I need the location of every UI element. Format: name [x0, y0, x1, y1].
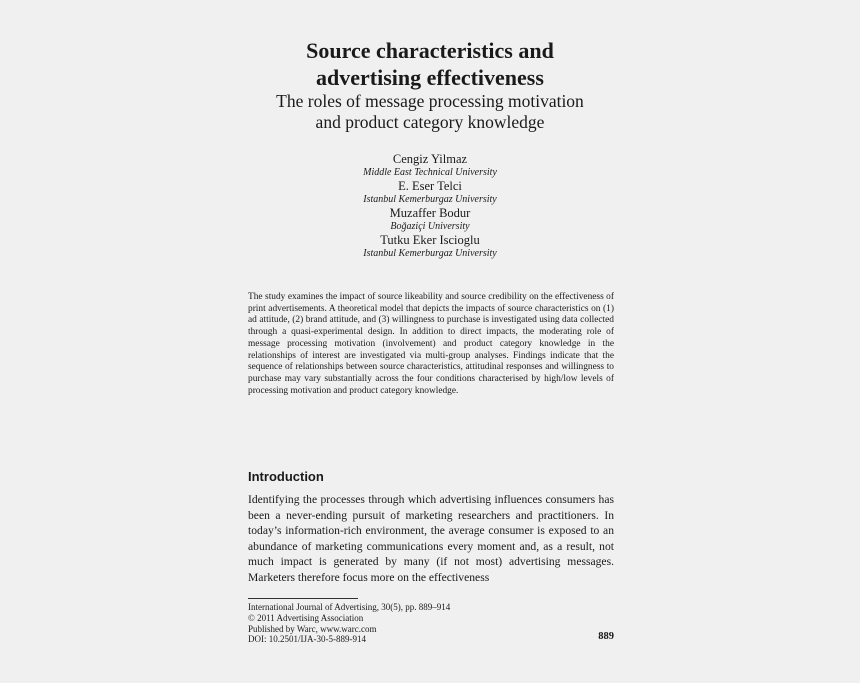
page-number: 889: [598, 631, 614, 642]
footnotes: [248, 602, 614, 645]
footnote-journal: International Journal of Advertising, 30(5), pp. 889–914: [248, 602, 451, 612]
author-list: [300, 152, 560, 260]
footnote-copyright: © 2011 Advertising Association: [248, 612, 364, 623]
paper-title: [230, 37, 630, 91]
author-affiliation: Istanbul Kemerburgaz University: [363, 194, 497, 205]
author-affiliation: Boğaziçi University: [390, 221, 470, 232]
paper-title-line-2: advertising effectiveness: [316, 65, 544, 90]
author-name: Tutku Eker Iscioglu: [380, 233, 480, 247]
paper-subtitle: [230, 91, 630, 133]
abstract: The study examines the impact of source likeability and source credibility on the effectiveness of print advertisements. A theoretical model that depicts the impacts of source characteristics on (1) ad attitude, (2) brand attitude, and (3) willingness to purchase is investigated using data collected through a quasi-experimental design. In addition to direct impacts, the moderating role of message processing motivation (involvement) and product category knowledge in the relationships of interest are investigated via multi-group analyses. Findings indicate that the sequence of relationships between source characteristics, attitudinal responses and willingness to purchase may vary substantially across the four conditions characterised by high/low levels of processing motivation and product category knowledge.: [248, 292, 614, 396]
footnote-doi: DOI: 10.2501/IJA-30-5-889-914: [248, 634, 366, 645]
author-affiliation: Istanbul Kemerburgaz University: [363, 248, 497, 259]
paper-title-line-1: Source characteristics and: [306, 38, 554, 63]
author-name: Muzaffer Bodur: [389, 206, 471, 220]
paper-subtitle-line-1: The roles of message processing motivation: [276, 91, 584, 111]
section-heading-introduction: Introduction: [248, 469, 324, 484]
author-name: Cengiz Yilmaz: [392, 152, 468, 166]
author-name: E. Eser Telci: [398, 179, 462, 193]
author-affiliation: Middle East Technical University: [363, 167, 497, 178]
paper-subtitle-line-2: and product category knowledge: [315, 112, 545, 132]
footnote-publisher: Published by Warc, www.warc.com: [248, 623, 377, 634]
introduction-body: Identifying the processes through which advertising influences consumers has been a never-ending pursuit of marketing researchers and practitioners. In today’s information-rich environment, the average consumer is exposed to an abundance of marketing communications every moment and, as a result, not much impact is generated by many (if not most) advertising messages. Marketers therefore focus more on the effectiveness: [248, 493, 614, 584]
footnote-divider: [248, 598, 358, 599]
